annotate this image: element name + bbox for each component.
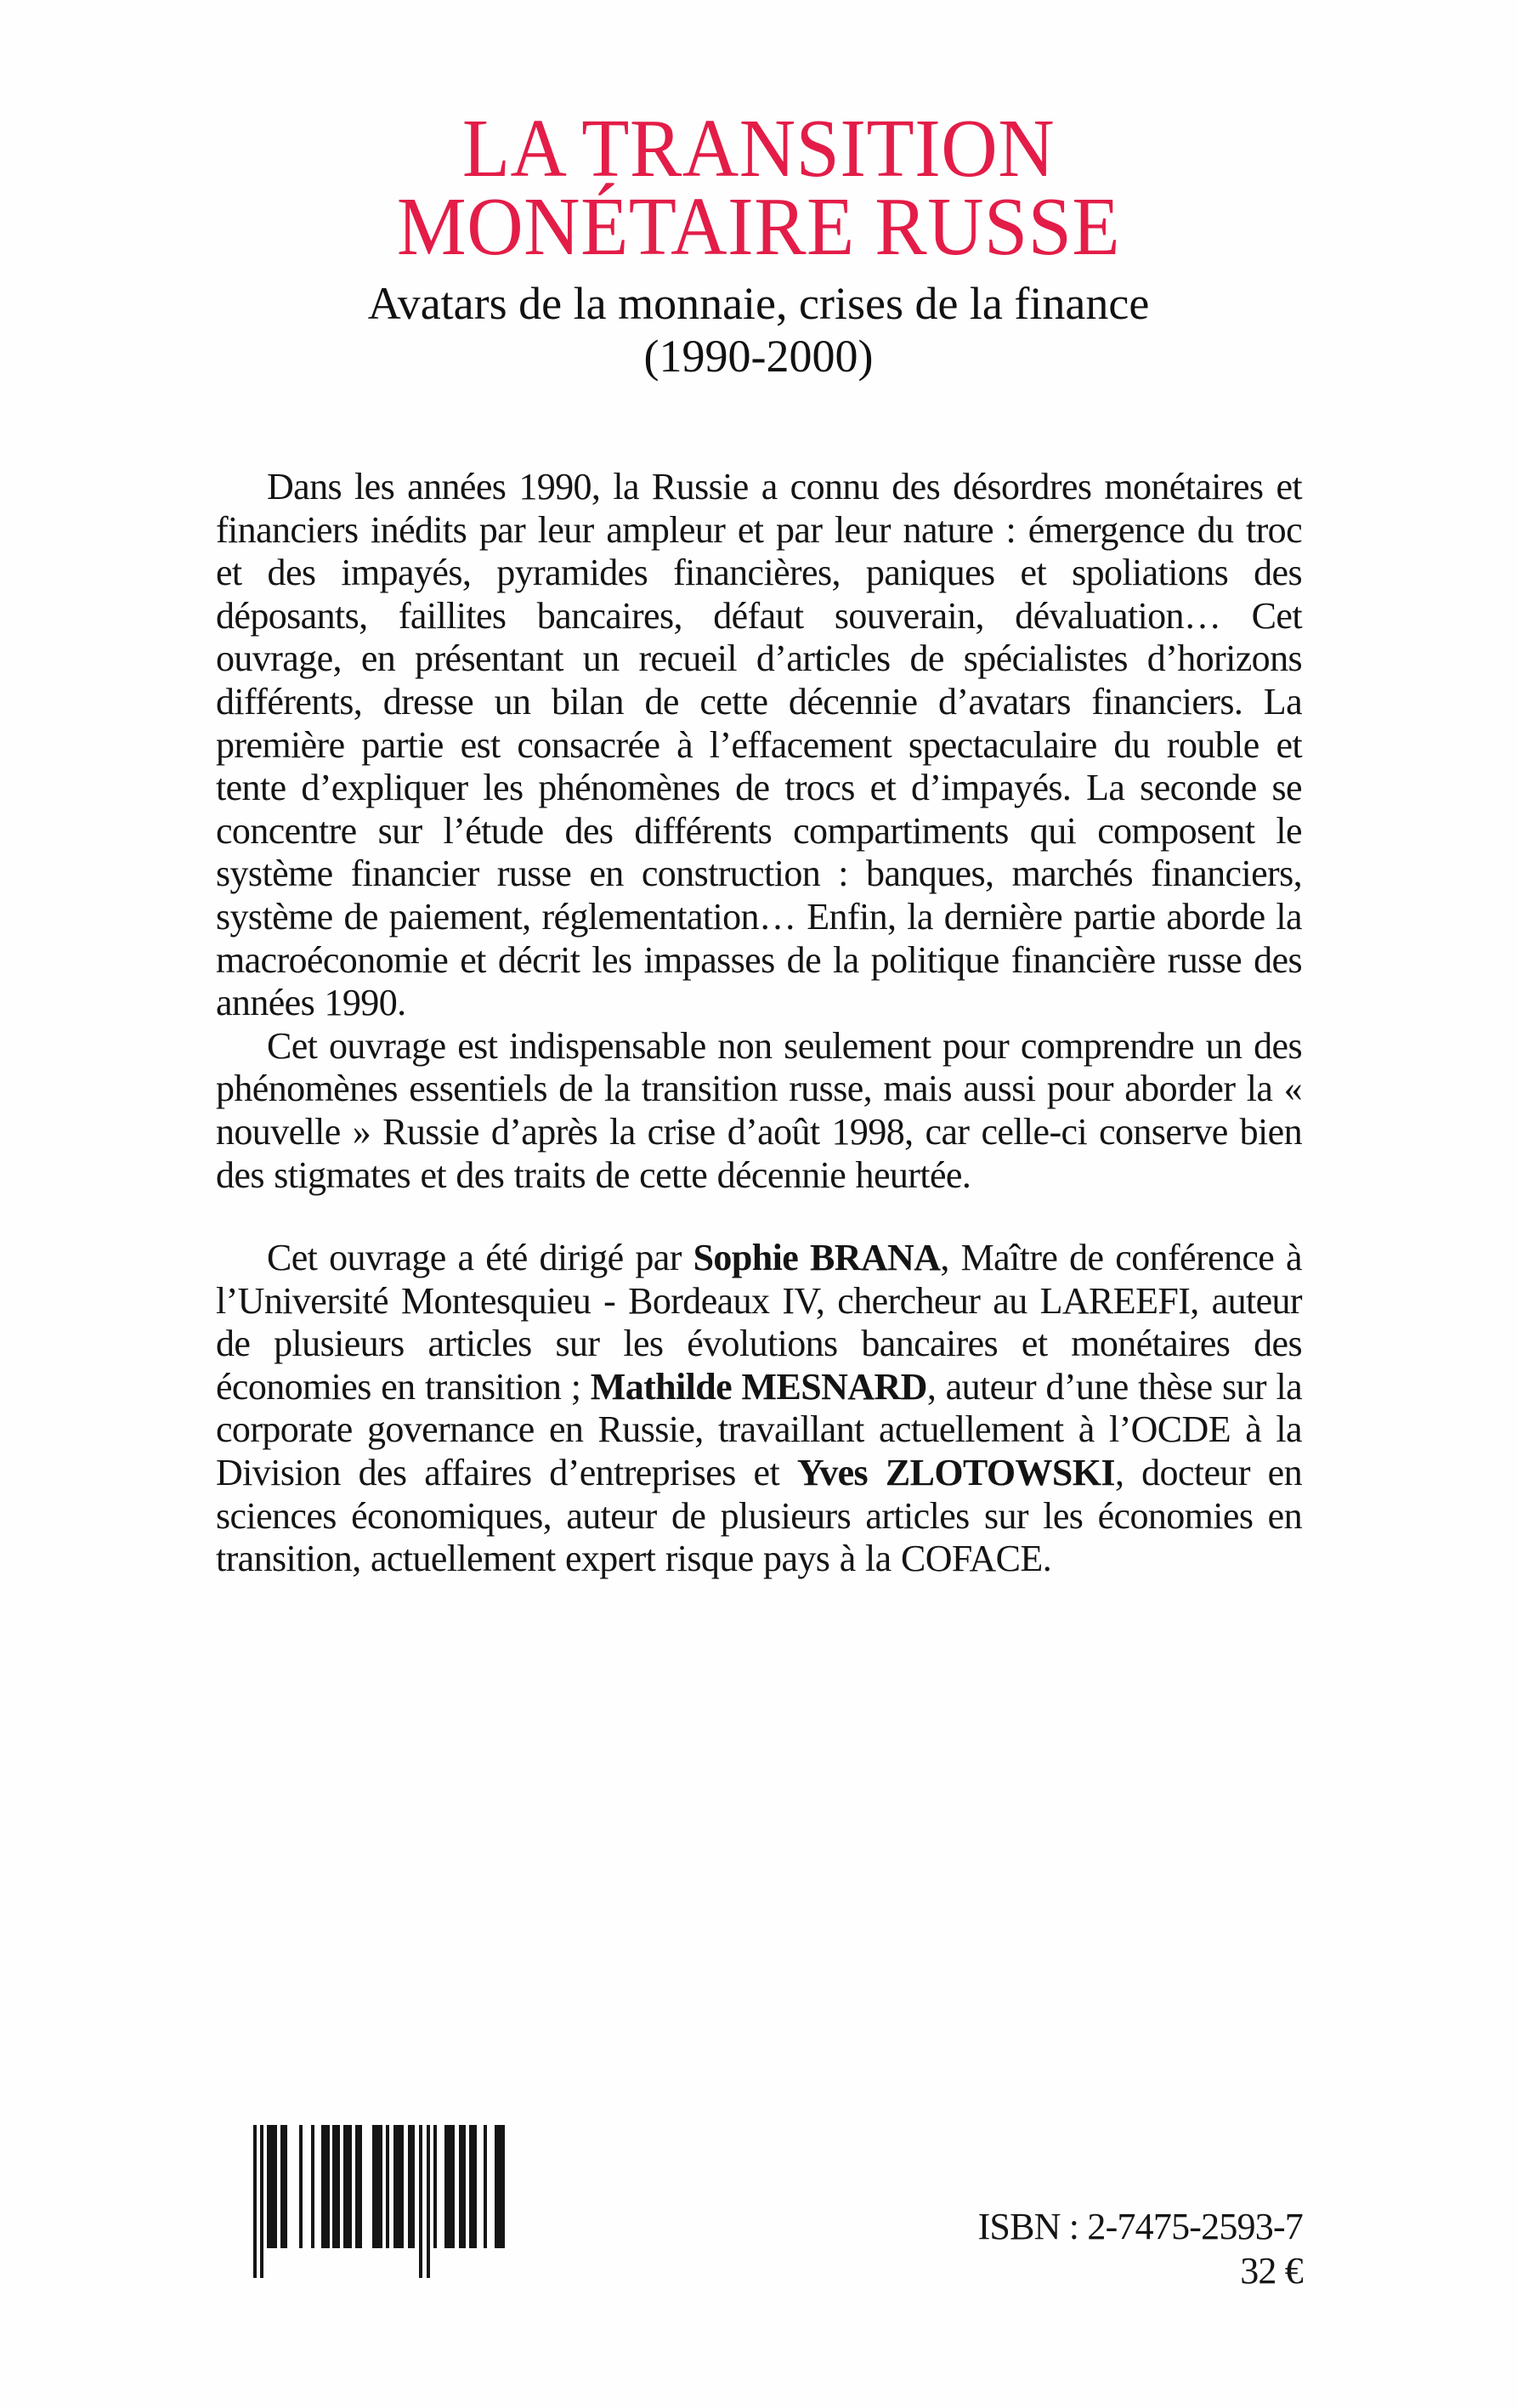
editor-desc-brana: , Maître de conférence à l’Université Montesquieu - Bordeaux IV, chercheur au LAREEFI, auteur de plusieurs articles sur les évolutions bancaires et monétaires des économies en transition ;: [216, 1237, 1302, 1408]
title-block: [0, 101, 1517, 382]
summary-text: [216, 466, 1302, 1197]
price: 32 €: [1240, 2250, 1303, 2292]
editor-name-mesnard: Mathilde MESNARD: [590, 1365, 927, 1408]
summary-paragraph-1: Dans les années 1990, la Russie a connu des désordres monétaires et financiers inédits par leur ampleur et par leur nature : émergence du troc et des impayés, pyramides financières, paniques et spoliations des déposants, faillites bancaires, défaut souverain, dévaluation… Cet ouvrage, en présentant un recueil d’articles de spécialistes d’horizons différents, dresse un bilan de cette décennie d’avatars financiers. La première partie est consacrée à l’effacement spectaculaire du rouble et tente d’expliquer les phénomènes de trocs et d’impayés. La seconde se concentre sur l’étude des différents compartiments qui composent le système financier russe en construction : banques, marchés financiers, système de paiement, réglementation… Enfin, la dernière partie aborde la macroéconomie et décrit les impasses de la politique financière russe des années 1990.: [216, 466, 1302, 1024]
isbn-price-block: [978, 2205, 1303, 2293]
book-subtitle: Avatars de la monnaie, crises de la finance: [367, 278, 1150, 329]
subtitle-block: [0, 277, 1517, 382]
isbn-number: ISBN : 2-7475-2593-7: [977, 2206, 1303, 2247]
editors-intro: Cet ouvrage a été dirigé par: [267, 1237, 693, 1278]
book-title-line-2: MONÉTAIRE RUSSE: [396, 179, 1121, 273]
summary-paragraph-2: Cet ouvrage est indispensable non seulement pour comprendre un des phénomènes essentiels de la transition russe, mais aussi pour aborder la « nouvelle » Russie d’après la crise d’août 1998, car celle-ci conserve bien des stigmates et des traits de cette décennie heurtée.: [216, 1024, 1302, 1196]
editor-name-zlotowski: Yves ZLOTOWSKI: [796, 1451, 1115, 1493]
barcode-icon: [185, 2116, 508, 2295]
editors-paragraph: [216, 1237, 1302, 1581]
editors-text: [216, 1237, 1302, 1581]
editor-desc-mesnard: , auteur d’une thèse sur la corporate governance en Russie, travaillant actuellement à l’OCDE à la Division des affaires d’entreprises et: [216, 1365, 1302, 1493]
book-period: (1990-2000): [643, 331, 874, 382]
book-title-line-1: LA TRANSITION: [461, 101, 1056, 195]
editor-name-brana: Sophie BRANA: [693, 1237, 941, 1278]
editor-desc-zlotowski: , docteur en sciences économiques, auteur de plusieurs articles sur les économies en transition, actuellement expert risque pays à la COFACE.: [216, 1451, 1303, 1580]
ean-barcode: [185, 2116, 508, 2295]
